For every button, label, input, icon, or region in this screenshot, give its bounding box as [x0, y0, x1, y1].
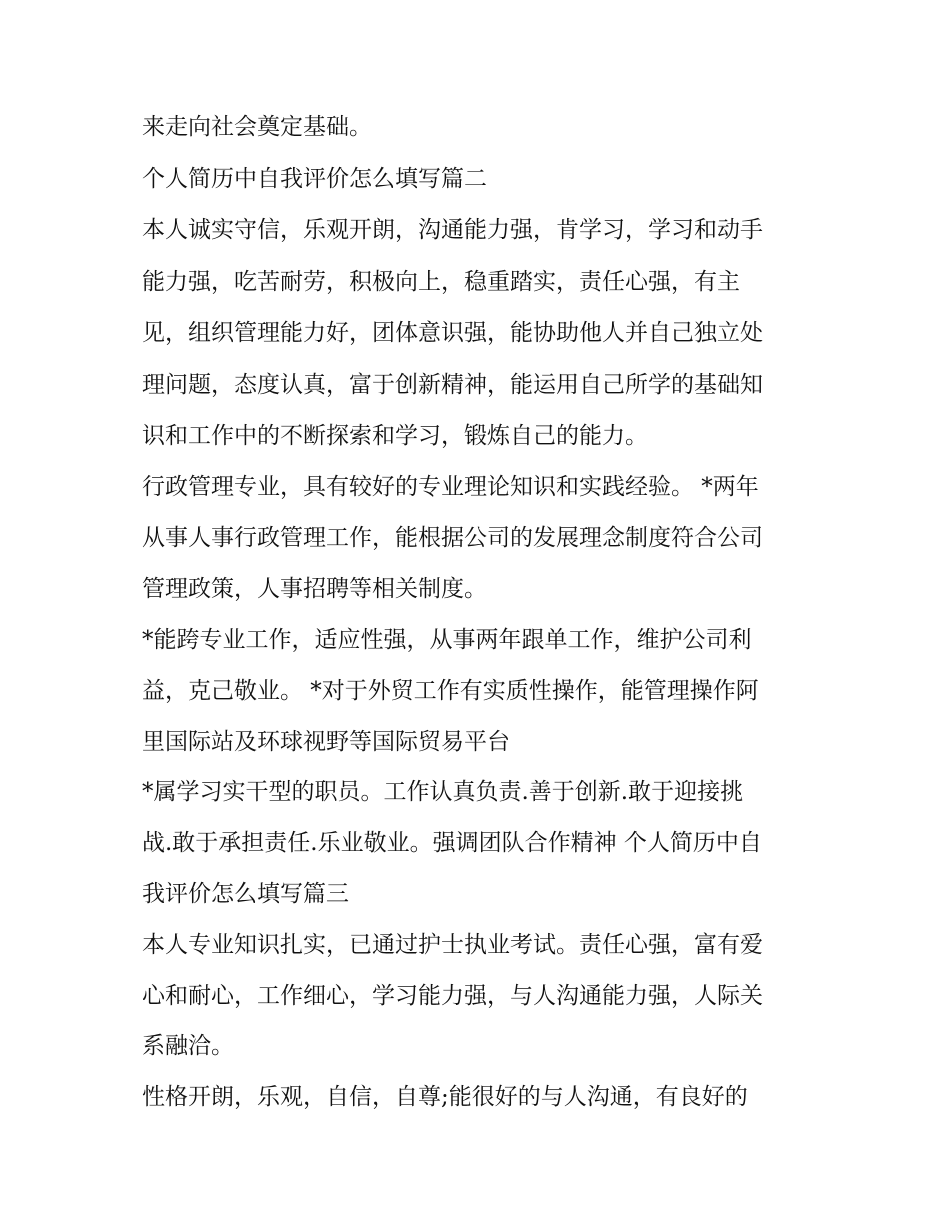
text-line: 战.敢于承担责任.乐业敬业。强调团队合作精神 个人简历中自 — [142, 830, 762, 856]
text-line: 从事人事行政管理工作，能根据公司的发展理念制度符合公司 — [142, 525, 763, 551]
text-line: 本人诚实守信，乐观开朗，沟通能力强，肯学习，学习和动手 — [142, 217, 763, 243]
text-line: 能力强，吃苦耐劳，积极向上，稳重踏实，责任心强，有主 — [142, 269, 740, 295]
text-line: *能跨专业工作，适应性强，从事两年跟单工作，维护公司利 — [142, 627, 752, 653]
text-line: 里国际站及环球视野等国际贸易平台 — [142, 729, 510, 755]
section-heading: 我评价怎么填写篇三 — [142, 881, 349, 907]
text-line: *属学习实干型的职员。工作认真负责.善于创新.敢于迎接挑 — [142, 779, 744, 805]
text-line: 性格开朗，乐观，自信，自尊;能很好的与人沟通，有良好的 — [142, 1084, 748, 1110]
text-line: 管理政策，人事招聘等相关制度。 — [142, 576, 487, 602]
text-line: 来走向社会奠定基础。 — [142, 114, 372, 140]
section-heading: 个人简历中自我评价怎么填写篇二 — [142, 166, 487, 192]
text-line: 理问题，态度认真，富于创新精神，能运用自己所学的基础知 — [142, 372, 763, 398]
text-line: 行政管理专业，具有较好的专业理论知识和实践经验。 *两年 — [142, 474, 759, 500]
text-line: 见，组织管理能力好，团体意识强，能协助他人并自己独立处 — [142, 320, 763, 346]
text-line: 本人专业知识扎实，已通过护士执业考试。责任心强，富有爱 — [142, 932, 763, 958]
text-line: 心和耐心，工作细心，学习能力强，与人沟通能力强，人际关 — [142, 983, 763, 1009]
text-line: 系融洽。 — [142, 1033, 234, 1059]
text-line: 识和工作中的不断探索和学习，锻炼自己的能力。 — [142, 423, 648, 449]
text-line: 益，克己敬业。 *对于外贸工作有实质性操作，能管理操作阿 — [142, 678, 759, 704]
